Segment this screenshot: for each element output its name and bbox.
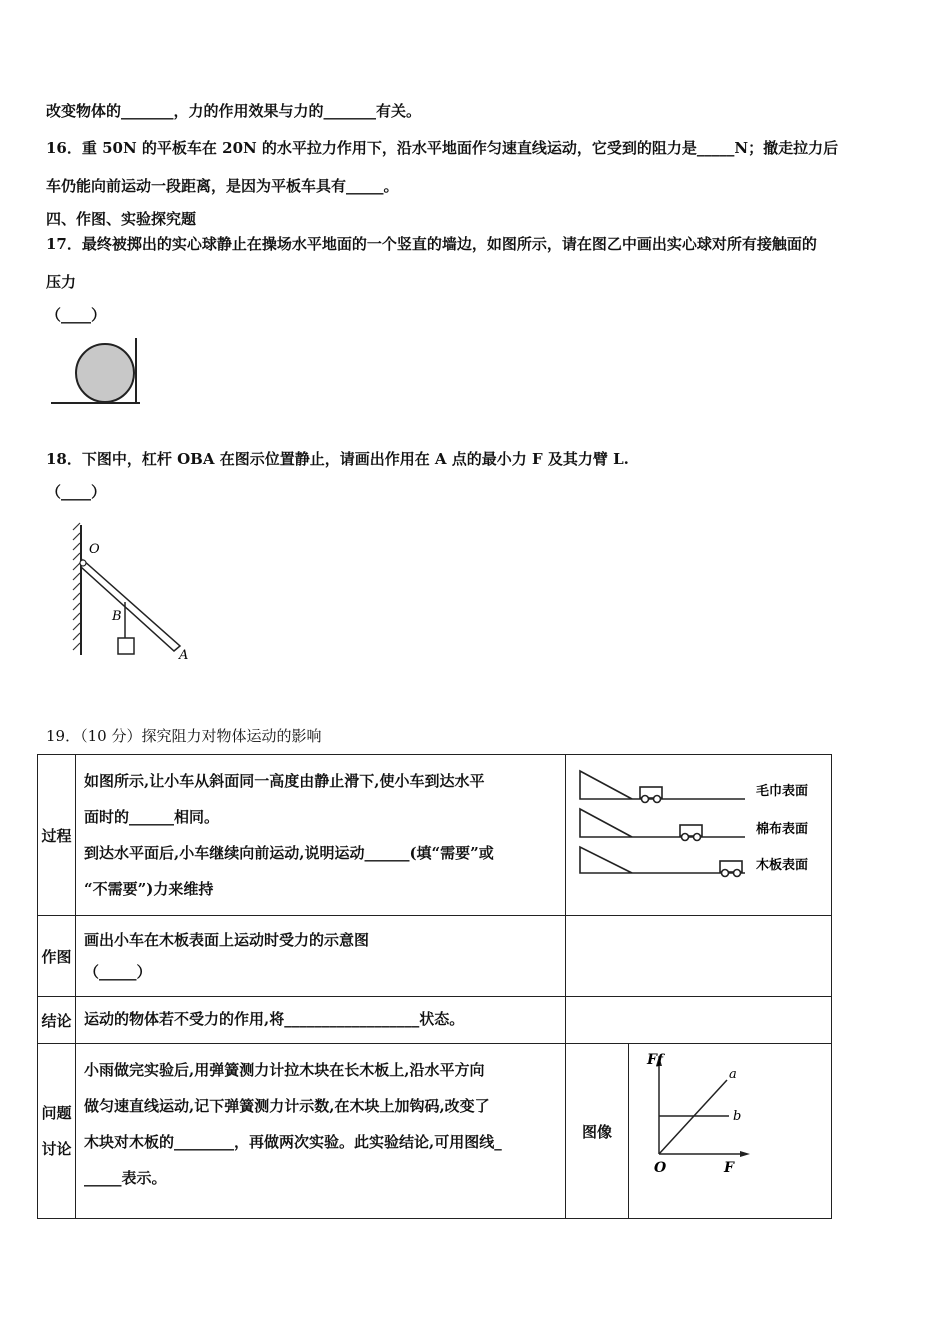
point-b-label: B <box>112 609 122 624</box>
graph-cell <box>565 1044 831 1219</box>
question-16: 16．重 50N 的平板车在 20N 的水平拉力作用下，沿水平地面作匀速直线运动，它受到的阻力是_____N；撤走拉力后 <box>46 139 839 157</box>
row-label-conclusion: 结论 <box>38 997 76 1044</box>
point-a-label: A <box>179 648 189 663</box>
friction-graph <box>629 1044 819 1214</box>
line-a <box>659 1080 727 1154</box>
question-19: 19．（10 分）探究阻力对物体运动的影响 <box>46 727 322 745</box>
ramp-figure <box>570 759 820 879</box>
conclusion-text: 运动的物体若不受力的作用,将__________________状态。 <box>76 997 566 1044</box>
experiment-table <box>37 754 832 1219</box>
process-text: 如图所示,让小车从斜面同一高度由静止滑下,使小车到达水平 面时的______相同。 到达水平面后,小车继续向前运动,说明运动______(填“需要”或 “不需要”)力来维持 <box>76 755 566 916</box>
text-line: 压力 <box>46 273 77 291</box>
row-label-discussion: 问题讨论 <box>38 1044 76 1219</box>
row-label-process: 过程 <box>38 755 76 916</box>
point-o-label: O <box>89 542 100 557</box>
question-17: 17．最终被掷出的实心球静止在操场水平地面的一个竖直的墙边，如图所示，请在图乙中画出实心球对所有接触面的 <box>46 235 817 253</box>
discussion-text: 小雨做完实验后,用弹簧测力计拉木块在长木板上,沿水平方向 做匀速直线运动,记下弹簧测力计示数,在木块上加钩码,改变了 木块对木板的________，再做两次实验。此实验结论,可用图线_ _____表示。 <box>76 1044 566 1219</box>
ball-wall-figure <box>48 335 143 410</box>
drawing-text: 画出小车在木板表面上运动时受力的示意图 （_____） <box>76 916 566 997</box>
surface-label: 木板表面 <box>755 858 808 873</box>
text-line: 改变物体的_______，力的作用效果与力的_______有关。 <box>46 102 422 120</box>
line-b-label: b <box>732 1109 742 1124</box>
origin-label: O <box>653 1160 667 1176</box>
question-18: 18．下图中，杠杆 OBA 在图示位置静止，请画出作用在 A 点的最小力 F 及其力臂 L. <box>46 450 629 468</box>
text-line: 车仍能向前运动一段距离，是因为平板车具有_____。 <box>46 177 399 195</box>
section-heading: 四、作图、实验探究题 <box>46 210 197 228</box>
graph-container <box>629 1044 831 1218</box>
surface-label: 毛巾表面 <box>755 784 808 799</box>
line-a-label: a <box>728 1067 737 1082</box>
x-axis-label: F <box>723 1160 734 1176</box>
ramp-figure-cell <box>565 755 831 916</box>
row-label-drawing: 作图 <box>38 916 76 997</box>
image-label: 图像 <box>566 1044 629 1218</box>
lever-figure <box>65 520 195 665</box>
empty-cell <box>565 997 831 1044</box>
surface-label: 棉布表面 <box>755 822 808 837</box>
answer-blank: （____） <box>46 306 107 324</box>
y-axis-label: Ff <box>646 1052 663 1068</box>
empty-cell <box>565 916 831 997</box>
answer-blank: （____） <box>46 483 107 501</box>
